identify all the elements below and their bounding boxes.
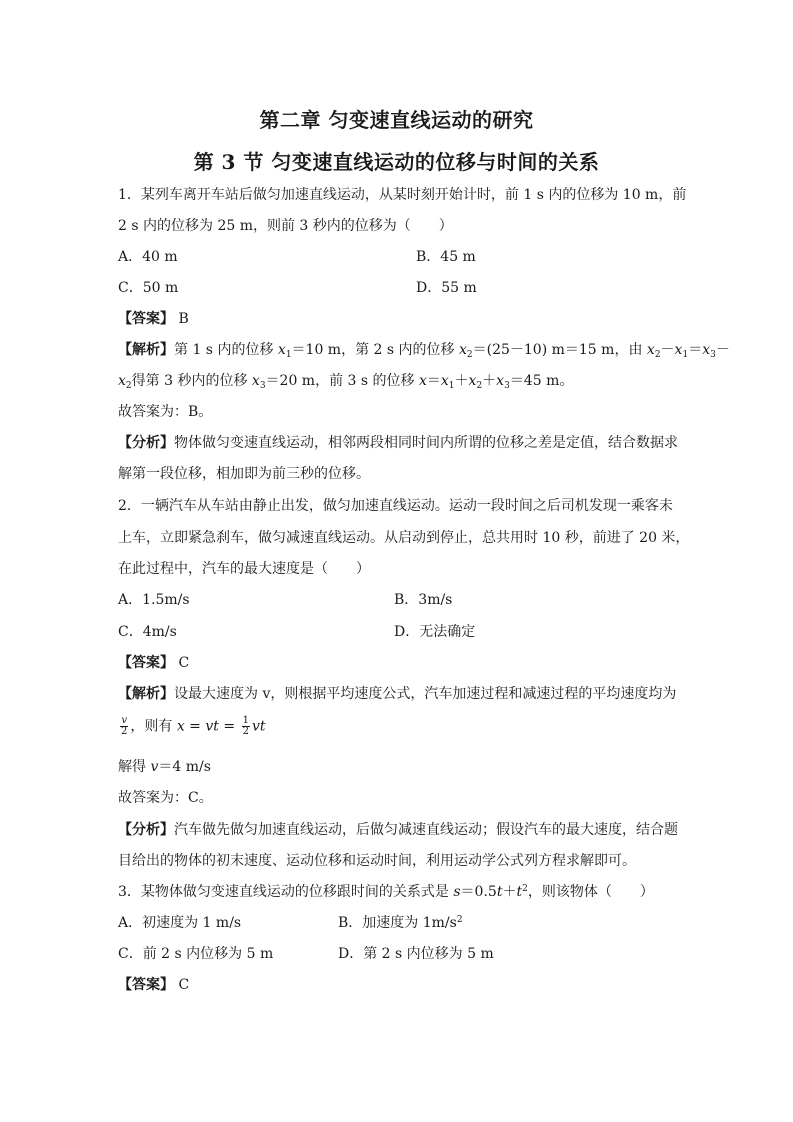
q2-stem-line1: 2．一辆汽车从车站由静止出发，做匀加速直线运动。运动一段时间之后司机发现一乘客未	[118, 498, 673, 514]
q1-option-b: B．45 m	[416, 249, 476, 265]
q2-stem-line2: 上车，立即紧急刹车，做匀减速直线运动。从启动到停止，总共用时 10 秒，前进了 20 米，	[118, 530, 690, 546]
q2-option-b: B．3m/s	[394, 592, 453, 608]
q1-answer	[118, 309, 189, 329]
q2-answer	[118, 653, 189, 673]
q1-review-line2: 解第一段位移，相加即为前三秒的位移。	[118, 466, 370, 482]
q2-conclusion: 故答案为：C。	[118, 790, 213, 806]
q2-analysis-line1: 【解析】设最大速度为 v，则根据平均速度公式，汽车加速过程和减速过程的平均速度均为	[118, 686, 677, 702]
answer-tag: 【答案】	[118, 977, 174, 993]
q3-answer-value: C	[174, 977, 190, 993]
q3-option-b: B．加速度为 $1m/s^2$	[338, 915, 463, 931]
q1-option-c: C．50 m	[118, 280, 179, 296]
q1-review-line1: 【分析】物体做匀变速直线运动，相邻两段相同时间内所谓的位移之差是定值，结合数据求	[118, 435, 678, 451]
q2-review-line1: 【分析】汽车做先做匀加速直线运动，后做匀减速直线运动；假设汽车的最大速度，结合题	[118, 822, 678, 838]
chapter-title: 第二章 匀变速直线运动的研究	[259, 108, 534, 132]
q3-stem: 3．某物体做匀变速直线运动的位移跟时间的关系式是 $s=0.5t+t^2$，则该物体（ ）	[118, 884, 654, 900]
analysis-tag: 【解析】	[118, 342, 174, 358]
q1-option-d: D．55 m	[416, 280, 477, 296]
q2-option-d: D．无法确定	[394, 624, 476, 640]
answer-tag: 【答案】	[118, 311, 174, 327]
q2-solve-line: 解得 v＝4 m/s	[118, 759, 211, 775]
q3-option-c: C．前 2 s 内位移为 5 m	[118, 946, 274, 962]
q3-answer	[118, 975, 189, 995]
q3-option-a: A．初速度为 1 m/s	[118, 915, 242, 931]
answer-tag: 【答案】	[118, 655, 174, 671]
q1-conclusion: 故答案为：B。	[118, 404, 213, 420]
fraction-v-over-2: $\frac{v}{2}$	[121, 715, 128, 737]
fraction-one-half: $\frac{1}{2}$	[242, 715, 249, 737]
q1-answer-value: B	[174, 311, 189, 327]
q2-option-a: A．1.5m/s	[118, 592, 190, 608]
review-tag: 【分析】	[118, 435, 174, 451]
review-tag: 【分析】	[118, 822, 174, 838]
q1-option-a: A．40 m	[118, 249, 178, 265]
analysis-tag: 【解析】	[118, 686, 174, 702]
q1-stem-line2: 2 s 内的位移为 25 m，则前 3 秒内的位移为（ ）	[118, 218, 453, 234]
q2-option-c: C．4m/s	[118, 624, 177, 640]
q2-stem-line3: 在此过程中，汽车的最大速度是（ ）	[118, 561, 370, 577]
q3-option-d: D．第 2 s 内位移为 5 m	[338, 946, 494, 962]
q2-review-line2: 目给出的物体的初末速度、运动位移和运动时间，利用运动学公式列方程求解即可。	[118, 853, 636, 869]
q1-analysis-line1: 【解析】第 1 s 内的位移 $x_1=10$ m，第 2 s 内的位移 $x_2=(25-10)$ m＝15 m，由 $x_2-x_1=x_3-$	[118, 342, 730, 360]
q1-stem-line1: 1．某列车离开车站后做匀加速直线运动，从某时刻开始计时，前 1 s 内的位移为 10 m，前	[118, 187, 687, 203]
q1-analysis-line2: $x_2$得第 3 秒内的位移 $x_3=20$ m，前 3 s 的位移 $x=x_1+x_2+x_3=45$ m。	[118, 373, 574, 391]
section-title: 第 3 节 匀变速直线运动的位移与时间的关系	[193, 150, 600, 174]
q2-analysis-line2: $\frac{v}{2}$ ，则有 x = vt = $\frac{1}{2}$ vt	[121, 715, 266, 737]
q2-answer-value: C	[174, 655, 190, 671]
